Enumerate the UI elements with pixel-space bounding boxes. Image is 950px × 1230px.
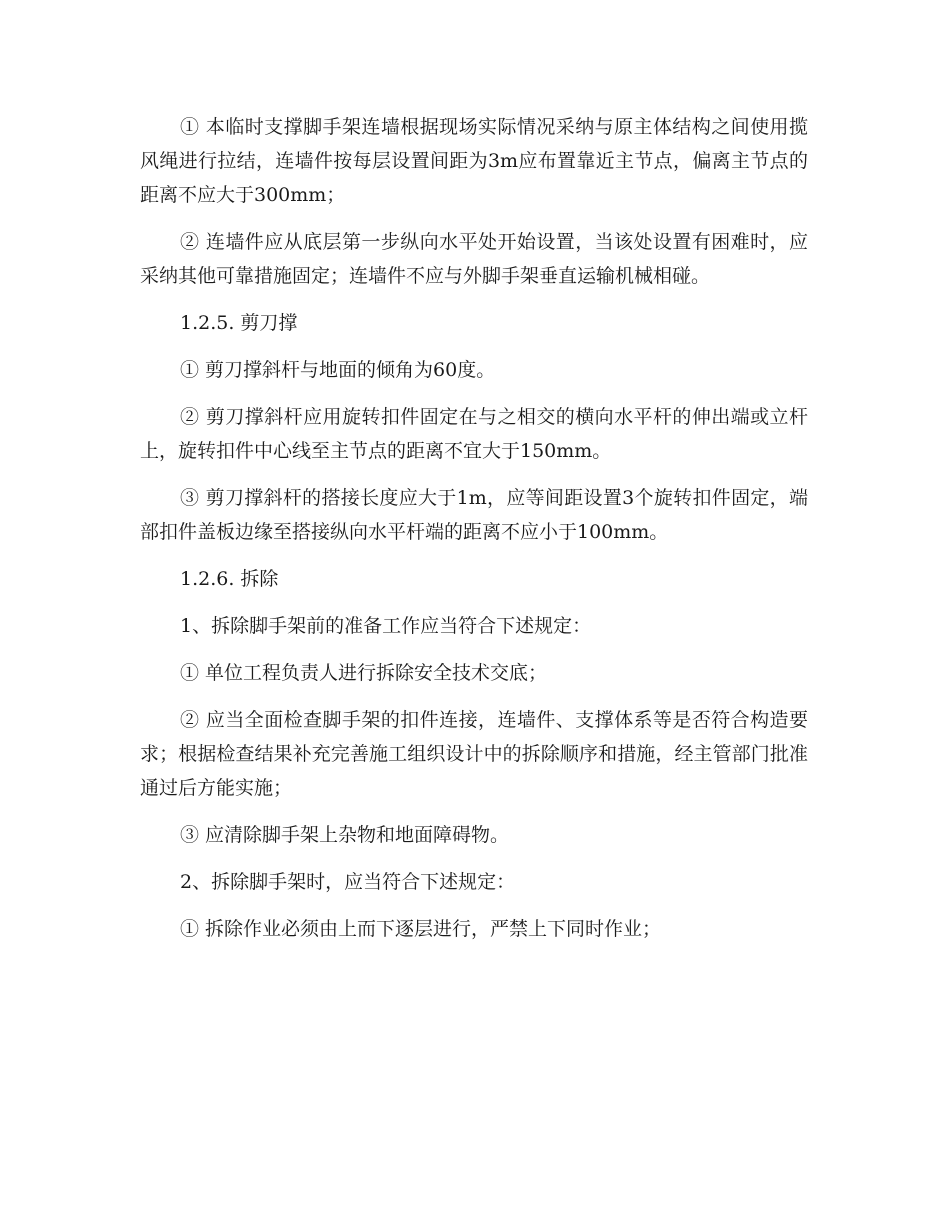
paragraph-wall-tie-method: ① 本临时支撑脚手架连墙根据现场实际情况采纳与原主体结构之间使用揽风绳进行拉结，连墙件按每层设置间距为3m应布置靠近主节点，偏离主节点的距离不应大于300mm； [140,116,808,206]
document-body [140,110,808,959]
paragraph-brace-fastener: ② 剪刀撑斜杆应用旋转扣件固定在与之相交的横向水平杆的伸出端或立杆上，旋转扣件中心线至主节点的距离不宜大于150mm。 [140,406,808,462]
paragraph-prep-requirements: 1、拆除脚手架前的准备工作应当符合下述规定： [180,615,592,637]
paragraph-inspection: ② 应当全面检查脚手架的扣件连接，连墙件、支撑体系等是否符合构造要求；根据检查结果补充完善施工组织设计中的拆除顺序和措施，经主管部门批准通过后方能实施； [140,709,808,799]
paragraph-dismantle-requirements: 2、拆除脚手架时，应当符合下述规定： [180,871,516,893]
paragraph-top-down: ① 拆除作业必须由上而下逐层进行，严禁上下同时作业； [180,918,662,940]
paragraph-wall-tie-start: ② 连墙件应从底层第一步纵向水平处开始设置，当该处设置有困难时，应采纳其他可靠措施固定；连墙件不应与外脚手架垂直运输机械相碰。 [140,231,808,287]
paragraph-brace-angle: ① 剪刀撑斜杆与地面的倾角为60度。 [180,359,496,381]
paragraph-safety-briefing: ① 单位工程负责人进行拆除安全技术交底； [180,662,548,684]
paragraph-clear-debris: ③ 应清除脚手架上杂物和地面障碍物。 [180,824,510,846]
section-heading-scissor-brace: 1.2.5. 剪刀撑 [180,312,298,334]
paragraph-brace-overlap: ③ 剪刀撑斜杆的搭接长度应大于1m，应等间距设置3个旋转扣件固定，端部扣件盖板边缘至搭接纵向水平杆端的距离不应小于100mm。 [140,487,808,543]
section-heading-dismantling: 1.2.6. 拆除 [180,568,279,590]
